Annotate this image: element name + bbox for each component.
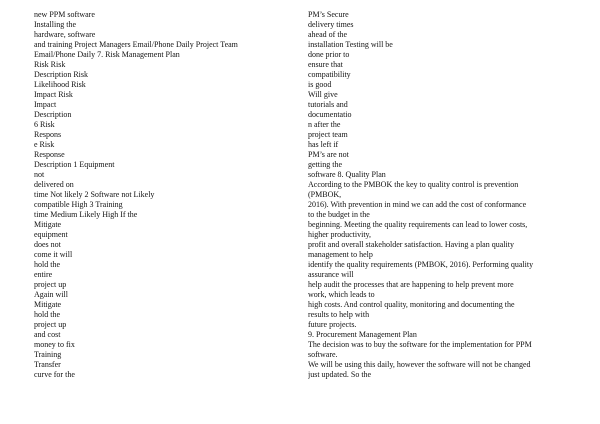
text-line: hold the — [34, 260, 60, 269]
text-line: PM’s Secure — [308, 10, 349, 19]
text-line: software. — [308, 350, 338, 359]
text-line: assurance will — [308, 270, 354, 279]
text-line: e Risk — [34, 140, 55, 149]
text-line: and training Project Managers Email/Phone Daily Project Team — [34, 40, 238, 49]
text-line: Transfer — [34, 360, 61, 369]
left-text-column — [34, 10, 292, 380]
text-line: Mitigate — [34, 300, 62, 309]
text-line: Installing the — [34, 20, 76, 29]
text-line: come it will — [34, 250, 73, 259]
text-line: high costs. And control quality, monitoring and documenting the — [308, 300, 515, 309]
text-line: time Not likely 2 Software not Likely — [34, 190, 155, 199]
text-line: ahead of the — [308, 30, 348, 39]
text-line: and cost — [34, 330, 61, 339]
text-line: money to fix — [34, 340, 75, 349]
text-line: new PPM software — [34, 10, 95, 19]
text-line: Training — [34, 350, 62, 359]
text-line: is good — [308, 80, 332, 89]
text-line: Description Risk — [34, 70, 88, 79]
text-line: Impact — [34, 100, 57, 109]
text-line: Again will — [34, 290, 68, 299]
text-line: 2016). With prevention in mind we can add the cost of conformance — [308, 200, 527, 209]
text-line: Response — [34, 150, 65, 159]
text-line: just updated. So the — [308, 370, 372, 379]
text-line: beginning. Meeting the quality requirements can lead to lower costs, — [308, 220, 528, 229]
text-line: PM’s are not — [308, 150, 349, 159]
text-line: higher productivity, — [308, 230, 372, 239]
right-text-column — [308, 10, 570, 380]
text-line: 9. Procurement Management Plan — [308, 330, 417, 339]
text-line: results to help with — [308, 310, 370, 319]
text-line: Respons — [34, 130, 62, 139]
text-line: to the budget in the — [308, 210, 370, 219]
text-line: Mitigate — [34, 220, 62, 229]
text-line: work, which leads to — [308, 290, 375, 299]
text-line: project up — [34, 280, 67, 289]
text-line: According to the PMBOK the key to quality control is prevention — [308, 180, 519, 189]
text-line: compatibility — [308, 70, 351, 79]
text-line: (PMBOK, — [308, 190, 342, 199]
text-line: Risk Risk — [34, 60, 66, 69]
text-line: identify the quality requirements (PMBOK, 2016). Performing quality — [308, 260, 534, 269]
text-line: has left if — [308, 140, 339, 149]
text-line: project team — [308, 130, 348, 139]
text-line: done prior to — [308, 50, 350, 59]
text-line: getting the — [308, 160, 342, 169]
text-line: Will give — [308, 90, 338, 99]
text-line: The decision was to buy the software for the implementation for PPM — [308, 340, 532, 349]
text-line: software 8. Quality Plan — [308, 170, 386, 179]
text-line: not — [34, 170, 45, 179]
text-line: curve for the — [34, 370, 75, 379]
text-line: management to help — [308, 250, 373, 259]
text-line: future projects. — [308, 320, 357, 329]
text-line: 6 Risk — [34, 120, 55, 129]
text-line: We will be using this daily, however the software will not be changed — [308, 360, 531, 369]
text-line: n after the — [308, 120, 341, 129]
text-line: ensure that — [308, 60, 343, 69]
text-line: Likelihood Risk — [34, 80, 86, 89]
text-line: profit and overall stakeholder satisfaction. Having a plan quality — [308, 240, 514, 249]
text-line: documentatio — [308, 110, 352, 119]
text-line: Description 1 Equipment — [34, 160, 115, 169]
text-line: hardware, software — [34, 30, 96, 39]
text-line: does not — [34, 240, 61, 249]
text-line: Impact Risk — [34, 90, 73, 99]
text-line: help audit the processes that are happening to help prevent more — [308, 280, 514, 289]
text-line: Description — [34, 110, 72, 119]
text-line: time Medium Likely High If the — [34, 210, 138, 219]
text-line: project up — [34, 320, 67, 329]
text-line: hold the — [34, 310, 60, 319]
text-line: tutorials and — [308, 100, 348, 109]
text-line: delivered on — [34, 180, 74, 189]
text-line: installation Testing will be — [308, 40, 393, 49]
text-line: Email/Phone Daily 7. Risk Management Plan — [34, 50, 180, 59]
text-line: delivery times — [308, 20, 354, 29]
text-line: equipment — [34, 230, 68, 239]
text-line: entire — [34, 270, 53, 279]
text-line: compatible High 3 Training — [34, 200, 123, 209]
